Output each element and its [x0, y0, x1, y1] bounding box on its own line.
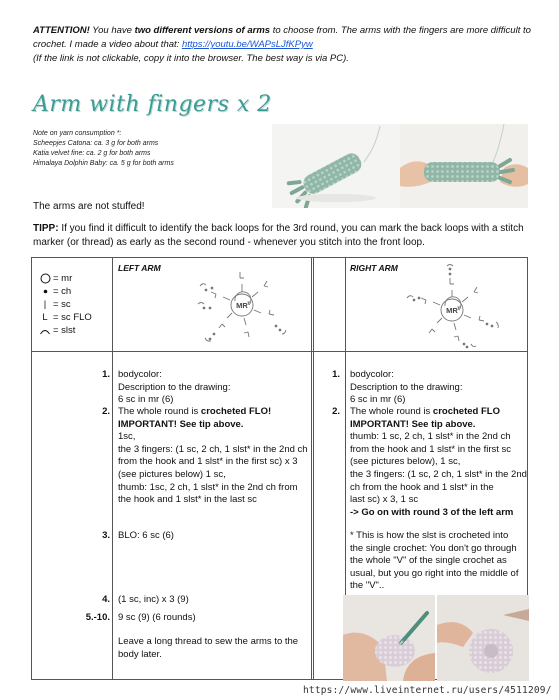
round-line: thumb: 1 sc, 2 ch, 1 slst* in the 2nd ch: [350, 431, 511, 443]
watermark-url: https://www.liveinternet.ru/users/4511209/: [303, 685, 552, 696]
round-line: last sc) x 3, 1 sc: [350, 494, 419, 506]
tip-text: If you find it difficult to identify the back loops for the 3rd round, you can mark the back loops with a stitch marker (or thread) as early as the second round - whenever you stitch into the front loop.: [33, 223, 524, 248]
left-diagram-center: MR: [236, 301, 248, 310]
legend-row: [37, 285, 92, 298]
note-line: the whole "V" of the single crochet as: [350, 555, 507, 567]
attention-text-3: (If the link is not clickable, copy it into the browser. The best way is via PC).: [33, 53, 349, 64]
dot-icon: [37, 286, 53, 297]
round-line: (see pictures below) 1 sc,: [118, 468, 226, 480]
right-diagram-center: MR: [446, 306, 458, 315]
left-round-4: [118, 594, 189, 607]
round-number: 1.: [102, 369, 110, 380]
round-text-bold: crocheted FLO: [432, 406, 500, 417]
round-number: 1.: [332, 369, 340, 380]
legend-label: = mr: [53, 273, 73, 284]
table-divider: [112, 258, 113, 679]
round-line: Description to the drawing:: [350, 381, 463, 393]
round-line: bodycolor:: [118, 369, 162, 380]
legend-label: = sc FLO: [53, 312, 92, 323]
arc-icon: [37, 327, 53, 335]
round-text: The whole round is: [350, 406, 433, 417]
legend-label: = sc: [53, 299, 71, 310]
right-round-1: [350, 369, 462, 407]
left-round-5-10: [118, 612, 196, 625]
left-final-note: [118, 636, 298, 661]
legend-label: = slst: [53, 325, 76, 336]
instruction-table: [31, 257, 528, 680]
round-number: 4.: [102, 594, 110, 605]
round-number: 2.: [102, 406, 110, 417]
right-round-2: [350, 406, 527, 519]
round-line: BLO: 6 sc (6): [118, 530, 174, 541]
round-line: body later.: [118, 648, 162, 660]
legend-row: [37, 311, 92, 324]
round-line: (1 sc, inc) x 3 (9): [118, 594, 189, 605]
round-line: 6 sc in mr (6): [350, 394, 406, 406]
right-arm-title: RIGHT ARM: [350, 263, 398, 273]
arm-photo-2: [400, 124, 528, 208]
attention-text-2: to choose from. The arms with the fingers are more difficult to crochet. I made a video about that:: [33, 25, 531, 50]
round-line: the 3 fingers: (1 sc, 2 ch, 1 slst* in the 2nd: [350, 468, 527, 480]
slst-note: [350, 530, 518, 593]
note-line: the "V"..: [350, 580, 385, 592]
round-text-bold: IMPORTANT! See tip above.: [118, 418, 244, 430]
attention-label: ATTENTION!: [33, 25, 90, 36]
round-text: The whole round is: [118, 406, 201, 417]
yarn-note-title: Note on yarn consumption *:: [33, 130, 122, 137]
left-arm-diagram: [172, 264, 302, 353]
left-round-2: [118, 406, 308, 507]
round-line: Description to the drawing:: [118, 381, 231, 393]
circle-icon: [37, 273, 53, 284]
legend-label: = ch: [53, 286, 72, 297]
arm-photo-1: [272, 124, 400, 208]
legend-row: [37, 298, 92, 311]
attention-bold: two different versions of arms: [134, 25, 271, 36]
round-line: 6 sc in mr (6): [118, 394, 174, 406]
round-text-bold: -> Go on with round 3 of the left arm: [350, 506, 514, 518]
round-line: 1sc,: [118, 431, 136, 443]
round-line: Leave a long thread to sew the arms to the: [118, 636, 299, 647]
video-link[interactable]: https://youtu.be/WAPsLJfKPyw: [181, 39, 313, 50]
round-line: bodycolor:: [350, 369, 394, 380]
yarn-line: Himalaya Dolphin Baby: ca. 5 g for both arms: [33, 160, 174, 167]
note-line: usual, but you go right into the middle of: [350, 567, 519, 579]
sc-symbol: |: [43, 299, 47, 310]
yarn-line: Katia velvet fine: ca. 2 g for both arms: [33, 150, 151, 157]
round-number: 2.: [332, 406, 340, 417]
legend-row: [37, 272, 92, 285]
round-line: thumb: 1sc, 2 ch, 1 slst* in the 2nd ch from: [118, 481, 298, 493]
stitch-legend: [37, 272, 92, 337]
round-line: from the hook and 1 slst* in the first sc: [350, 443, 512, 455]
tip-label: TIPP:: [33, 223, 59, 234]
note-line: * This is how the slst is crocheted into: [350, 530, 509, 541]
round-line: from the hook and 1 slst* in the first sc) x 3: [118, 456, 298, 468]
round-line: ch from the hook and 1 slst* in the: [350, 481, 494, 493]
legend-row: [37, 324, 92, 337]
note-line: the single crochet: You don't go through: [350, 542, 517, 554]
tip-note: [33, 222, 528, 250]
round-line: (see pictures below), 1 sc,: [350, 456, 461, 468]
attention-note: [33, 24, 538, 66]
sc-flo-symbol: L: [42, 312, 48, 323]
round-number: 5.-10.: [85, 612, 110, 623]
round-number: 3.: [102, 530, 110, 541]
left-round-3: [118, 530, 174, 543]
yarn-note: [33, 129, 223, 169]
round-text-bold: crocheted FLO!: [200, 406, 272, 417]
table-divider: [311, 258, 314, 679]
page-title: Arm with fingers x 2: [33, 92, 272, 117]
round-line: the hook and 1 slst* in the last sc: [118, 494, 257, 506]
yarn-line: Scheepjes Catona: ca. 3 g for both arms: [33, 140, 159, 147]
round-line: 9 sc (9) (6 rounds): [118, 612, 196, 623]
round-line: the 3 fingers: (1 sc, 2 ch, 1 slst* in the 2nd ch: [118, 443, 308, 455]
slst-photos: [343, 595, 529, 681]
attention-text: You have: [89, 25, 135, 36]
not-stuffed-note: The arms are not stuffed!: [33, 201, 145, 212]
left-round-1: [118, 369, 230, 407]
left-arm-title: LEFT ARM: [118, 263, 161, 273]
round-text-bold: IMPORTANT! See tip above.: [350, 418, 476, 430]
right-arm-diagram: [397, 264, 527, 353]
